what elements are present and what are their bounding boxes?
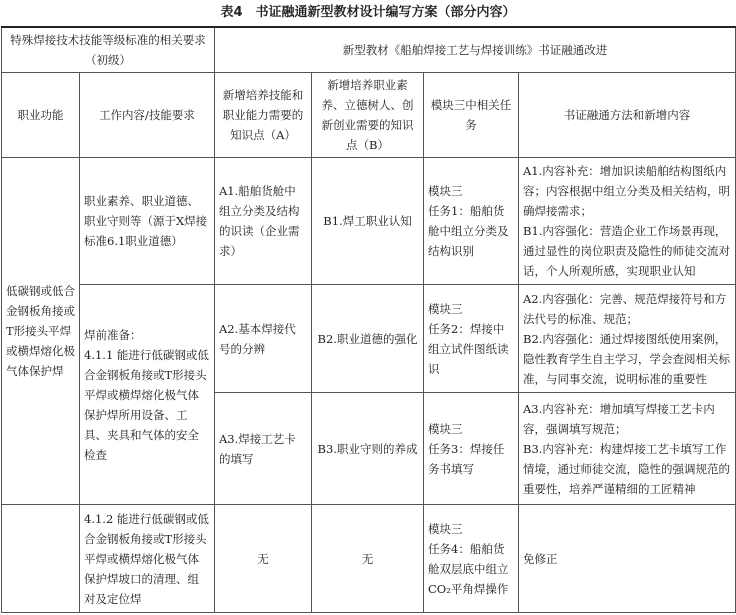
work-content-cell: 4.1.2 能进行低碳钢或低合金钢板角接或T形接头平焊或横焊熔化极气体保护焊坡口的清理、组对及定位焊 — [80, 505, 215, 613]
module-task-cell: 模块三 任务3：焊接任务书填写 — [424, 393, 519, 505]
knowledge-b-cell: B3.职业守则的养成 — [312, 393, 424, 505]
table-row — [2, 505, 736, 613]
design-scheme-table — [1, 26, 736, 613]
knowledge-a-cell: A2.基本焊接代号的分辨 — [215, 285, 312, 393]
table-row — [2, 285, 736, 393]
knowledge-a-cell: A1.船舶货舱中组立分类及结构的识读（企业需求） — [215, 158, 312, 285]
method-cell: A3.内容补充：增加填写焊接工艺卡内容，强调填写规范； B3.内容补充：构建焊接工艺卡填写工作情境，通过师徒交流，隐性的强调规范的重要性，培养严谨精细的工匠精神 — [519, 393, 736, 505]
header-vocational-function: 职业功能 — [2, 73, 80, 158]
table-row — [2, 158, 736, 285]
header-module-task: 模块三中相关任务 — [424, 73, 519, 158]
method-cell: A2.内容强化：完善、规范焊接符号和方法代号的标准、规范； B2.内容强化：通过焊接图纸使用案例，隐性教育学生自主学习，学会查阅相关标准，与同事交流，说明标准的重要性 — [519, 285, 736, 393]
vocational-function-cell: 低碳钢或低合金钢板角接或T形接头平焊或横焊熔化极气体保护焊 — [2, 158, 80, 505]
header-knowledge-b: 新增培养职业素养、立德树人、创新创业需要的知识点（B） — [312, 73, 424, 158]
header-work-content: 工作内容/技能要求 — [80, 73, 215, 158]
module-task-cell: 模块三 任务1：船舶货舱中组立分类及结构识别 — [424, 158, 519, 285]
method-cell: A1.内容补充：增加识读船舶结构图纸内容；内容根据中组立分类及相关结构，明确焊接需求； B1.内容强化：营造企业工作场景再现，通过显性的岗位职责及隐性的师徒交流对话，个人所观所感，实现职业认知 — [519, 158, 736, 285]
knowledge-a-cell: 无 — [215, 505, 312, 613]
method-cell: 免修正 — [519, 505, 736, 613]
module-task-cell: 模块三 任务4：船舶货舱双层底中组立CO₂平角焊操作 — [424, 505, 519, 613]
knowledge-b-cell: 无 — [312, 505, 424, 613]
knowledge-b-cell: B1.焊工职业认知 — [312, 158, 424, 285]
knowledge-b-cell: B2.职业道德的强化 — [312, 285, 424, 393]
work-content-cell: 焊前准备： 4.1.1 能进行低碳钢或低合金钢板角接或T形接头平焊或横焊熔化极气体保护焊所用设备、工具、夹具和气体的安全检查 — [80, 285, 215, 505]
header-standard-requirements: 特殊焊接技术技能等级标准的相关要求（初级） — [2, 27, 215, 73]
table-caption: 表4 书证融通新型教材设计编写方案（部分内容） — [220, 5, 516, 20]
header-textbook-improvement: 新型教材《船舶焊接工艺与焊接训练》书证融通改进 — [215, 27, 736, 73]
work-content-cell: 职业素养、职业道德、职业守则等（源于X焊接标准6.1职业道德） — [80, 158, 215, 285]
knowledge-a-cell: A3.焊接工艺卡的填写 — [215, 393, 312, 505]
header-knowledge-a: 新增培养技能和职业能力需要的知识点（A） — [215, 73, 312, 158]
module-task-cell: 模块三 任务2：焊接中组立试件图纸读识 — [424, 285, 519, 393]
empty-function-cell — [2, 505, 80, 613]
header-method: 书证融通方法和新增内容 — [519, 73, 736, 158]
